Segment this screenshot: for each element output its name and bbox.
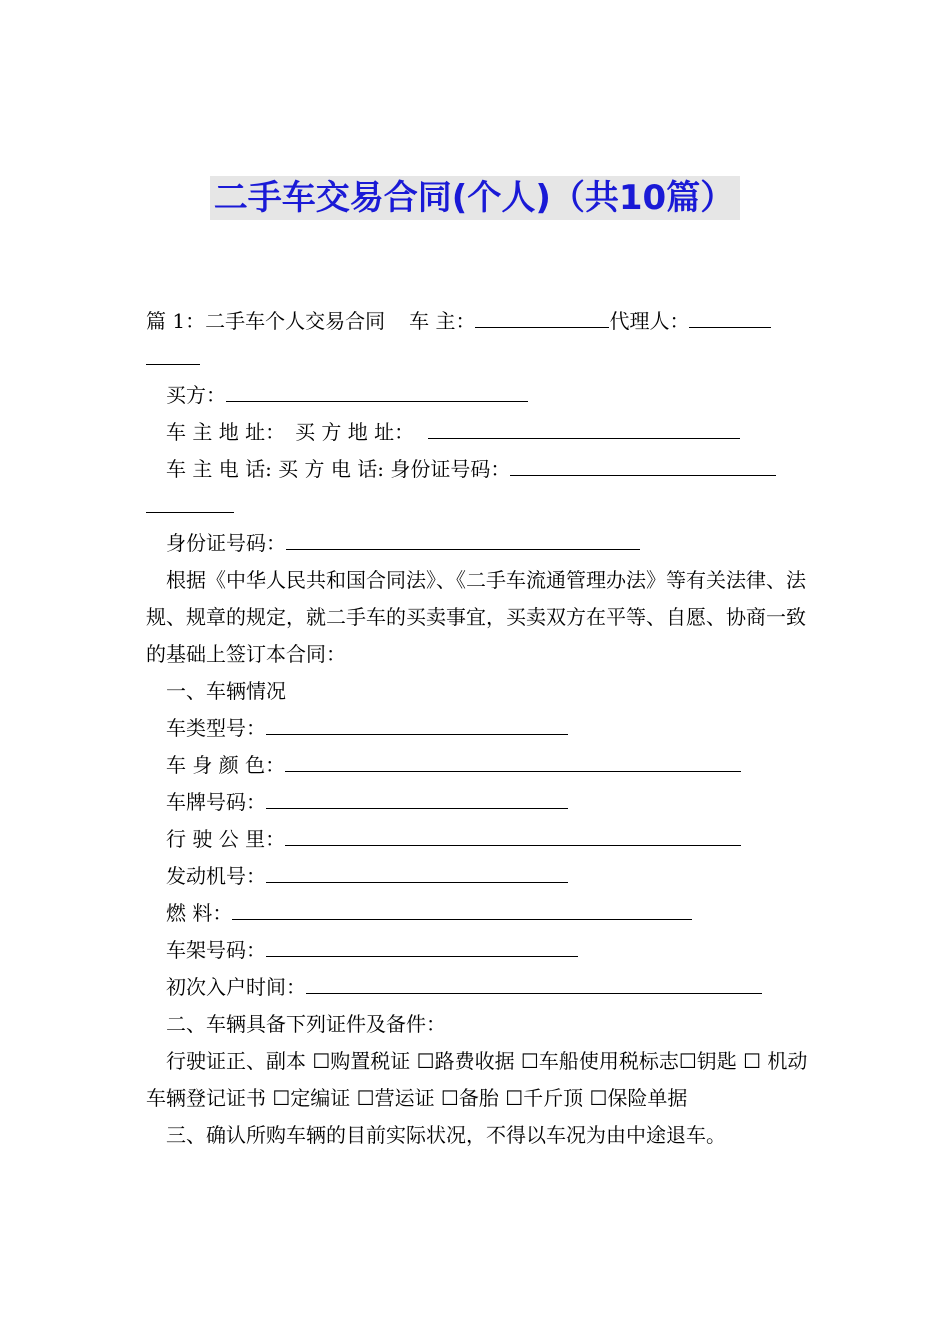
phone-id-blank[interactable] xyxy=(510,451,776,476)
field-vehicle-model xyxy=(146,710,810,747)
field-label: 车架号码： xyxy=(166,938,266,962)
intro-paragraph: 根据《中华人民共和国合同法》、《二手车流通管理办法》等有关法律、法规、规章的规定，就二手车的买卖事宜，买卖双方在平等、自愿、协商一致的基础上签订本合同： xyxy=(146,568,806,666)
field-label: 发动机号： xyxy=(166,864,266,888)
id-label: 身份证号码： xyxy=(166,531,286,555)
field-blank[interactable] xyxy=(266,710,568,735)
phone-line-continued xyxy=(146,488,810,525)
header-line xyxy=(146,303,810,340)
field-blank[interactable] xyxy=(285,821,741,846)
field-label: 初次入户时间： xyxy=(166,975,306,999)
field-label: 车 身 颜 色： xyxy=(166,753,286,777)
field-blank[interactable] xyxy=(266,932,578,957)
buyer-line xyxy=(146,377,810,414)
section-3-heading: 三、确认所购车辆的目前实际状况，不得以车况为由中途退车。 xyxy=(166,1123,726,1147)
agent-label: 代理人： xyxy=(609,309,690,333)
phone-line xyxy=(146,451,810,488)
field-plate-number xyxy=(146,784,810,821)
phone-id-labels: 车 主 电 话: 买 方 电 话: 身份证号码： xyxy=(166,457,511,481)
phone-id-blank-continued[interactable] xyxy=(146,488,234,513)
agent-blank[interactable] xyxy=(689,303,771,328)
field-mileage xyxy=(146,821,810,858)
field-label: 燃 料： xyxy=(166,901,233,925)
field-body-color xyxy=(146,747,810,784)
id-blank[interactable] xyxy=(286,525,640,550)
owner-address-label: 车 主 地 址： xyxy=(166,420,286,444)
field-frame-number xyxy=(146,932,810,969)
chapter-heading: 篇 1：二手车个人交易合同 xyxy=(146,309,386,333)
document-title: 二手车交易合同(个人)（共10篇） xyxy=(210,176,740,220)
field-label: 车牌号码： xyxy=(166,790,266,814)
address-blank[interactable] xyxy=(428,414,740,439)
field-blank[interactable] xyxy=(285,747,741,772)
buyer-address-label: 买 方 地 址： xyxy=(295,420,415,444)
section-1-heading: 一、车辆情况 xyxy=(166,679,286,703)
field-blank[interactable] xyxy=(266,784,568,809)
agent-blank-continued[interactable] xyxy=(146,340,200,365)
field-blank[interactable] xyxy=(266,858,568,883)
owner-blank[interactable] xyxy=(475,303,609,328)
field-label: 行 驶 公 里： xyxy=(166,827,286,851)
field-blank[interactable] xyxy=(306,969,762,994)
id-line xyxy=(146,525,810,562)
buyer-label: 买方： xyxy=(166,383,226,407)
field-fuel xyxy=(146,895,810,932)
address-line xyxy=(146,414,810,451)
owner-label: 车 主： xyxy=(409,309,476,333)
documents-checklist: 行驶证正、副本 ☐购置税证 ☐路费收据 ☐车船使用税标志☐钥匙 ☐ 机动车辆登记证书 ☐定编证 ☐营运证 ☐备胎 ☐千斤顶 ☐保险单据 xyxy=(146,1049,808,1110)
header-line-continued xyxy=(146,340,810,377)
field-blank[interactable] xyxy=(232,895,692,920)
contract-body xyxy=(146,303,810,1154)
buyer-blank[interactable] xyxy=(226,377,528,402)
field-engine-number xyxy=(146,858,810,895)
field-label: 车类型号： xyxy=(166,716,266,740)
title-container xyxy=(0,176,950,220)
field-first-registration xyxy=(146,969,810,1006)
section-2-heading: 二、车辆具备下列证件及备件： xyxy=(166,1012,446,1036)
